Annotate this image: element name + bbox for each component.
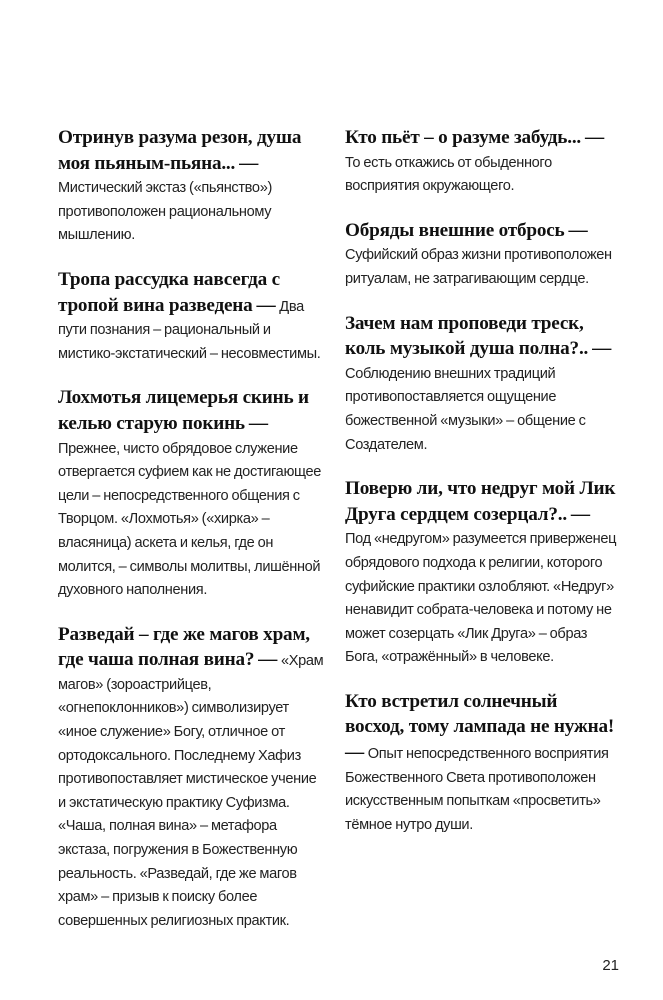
commentary-text: Мистический экстаз («пьянство») противоположен рациональному мышлению. [58, 180, 272, 244]
quoted-verse: Поверю ли, что недруг мой Лик Друга сердцем созерцал?.. [345, 478, 616, 525]
commentary-text: Прежнее, чисто обрядовое служение отвергается суфием как не достигающее цели – непосредственного общения с Творцом. «Лохмотья» («хирка» – власяница) аскета и келья, где он молится, – символы молитвы, лишённой духовного наполнения. [58, 440, 322, 599]
commentary-entry: Кто пьёт – о разуме забудь... — То есть откажись от обыденного восприятия окружающего. [345, 127, 604, 195]
commentary-entry: Лохмотья лицемерья скинь и келью старую покинь — Прежнее, чисто обрядовое служение отвергается суфием как не достигающее цели – непосредственного общения с Творцом. «Лохмотья» («хирка» – власяница) аскета и келья, где он молится, – символы молитвы, лишённой духовного наполнения. [58, 387, 322, 599]
left-column [58, 126, 326, 953]
commentary-text: Суфийский образ жизни противоположен ритуалам, не затрагивающим сердце. [345, 247, 612, 287]
commentary-entry: Зачем нам проповеди треск, коль музыкой душа полна?.. — Соблюдению внешних традиций противопоставляется ощущение божественной «музыки» – общение с Создателем. [345, 312, 611, 453]
quoted-verse: Кто пьёт – о разуме забудь... [345, 127, 582, 148]
quoted-verse: Тропа рассудка навсегда с тропой вина разведена [58, 268, 280, 316]
page-number: 21 [602, 957, 619, 974]
right-column [345, 126, 617, 857]
quoted-verse: Обряды внешние отбрось [345, 219, 565, 241]
commentary-entry: Обряды внешние отбрось — Суфийский образ жизни противоположен ритуалам, не затрагивающим сердце. [345, 219, 612, 287]
quoted-verse: Отринув разума резон, душа моя пьяным-пьяна... [58, 127, 302, 174]
commentary-text: Опыт непосредственного восприятия Божественного Света противоположен искусственным попыткам «просветить» тёмное нутро души. [345, 746, 609, 833]
commentary-entry: Поверю ли, что недруг мой Лик Друга сердцем созерцал?.. — Под «недругом» разумеется приверженец обрядового подхода к религии, которого суфийские практики озлобляют. «Недруг» ненавидит собрата-человека и потому не может созерцать «Лик Друга» – образ Бога, «отражённый» в человеке. [345, 478, 617, 666]
commentary-entry: Кто встретил солнечный восход, тому лампада не нужна! — Опыт непосредственного восприятия Божественного Света противоположен искусственным попыткам «просветить» тёмное нутро души. [345, 690, 615, 833]
quoted-verse: Разведай – где же магов храм, где чаша полная вина? [58, 623, 310, 671]
commentary-entry: Тропа рассудка навсегда с тропой вина разведена — Два пути познания – рациональный и мистико-экстатический – несовместимы. [58, 268, 321, 362]
quoted-verse: Зачем нам проповеди треск, коль музыкой душа полна?.. [345, 312, 589, 360]
commentary-text: Соблюдению внешних традиций противопоставляется ощущение божественной «музыки» – общение с Создателем. [345, 365, 586, 453]
commentary-entry: Разведай – где же магов храм, где чаша полная вина? — «Храм магов» (зороастрийцев, «огнепоклонников») символизирует «иное служение» Богу, отличное от ортодоксального. Последнему Хафиз противопоставляет мистическое учение и экстатическую практику Суфизма. «Чаша, полная вина» – метафора экстаза, погружения в Божественную реальность. «Разведай, где же магов храм» – призыв к поиску более совершенных религиозных практик. [58, 623, 324, 929]
commentary-entry: Отринув разума резон, душа моя пьяным-пьяна... — Мистический экстаз («пьянство») противоположен рациональному мышлению. [58, 127, 302, 244]
commentary-text: То есть откажись от обыденного восприятия окружающего. [345, 154, 552, 195]
quoted-verse: Лохмотья лицемерья скинь и келью старую покинь [58, 387, 309, 434]
commentary-text: Под «недругом» разумеется приверженец обрядового подхода к религии, которого суфийские практики озлобляют. «Недруг» ненавидит собрата-человека и потому не может созерцать «Лик Друга» – образ Бога, «отражённый» в человеке. [345, 531, 617, 666]
commentary-text: Два пути познания – рациональный и мистико-экстатический – несовместимы. [58, 298, 321, 362]
quoted-verse: Кто встретил солнечный восход, тому лампада не нужна! [345, 690, 615, 738]
commentary-text: «Храм магов» (зороастрийцев, «огнепоклонников») символизирует «иное служение» Богу, отличное от ортодоксального. Последнему Хафиз противопоставляет мистическое учение и экстатическую практику Суфизма. «Чаша, полная вина» – метафора экстаза, погружения в Божественную реальность. «Разведай, где же магов храм» – призыв к поиску более совершенных религиозных практик. [58, 653, 324, 929]
